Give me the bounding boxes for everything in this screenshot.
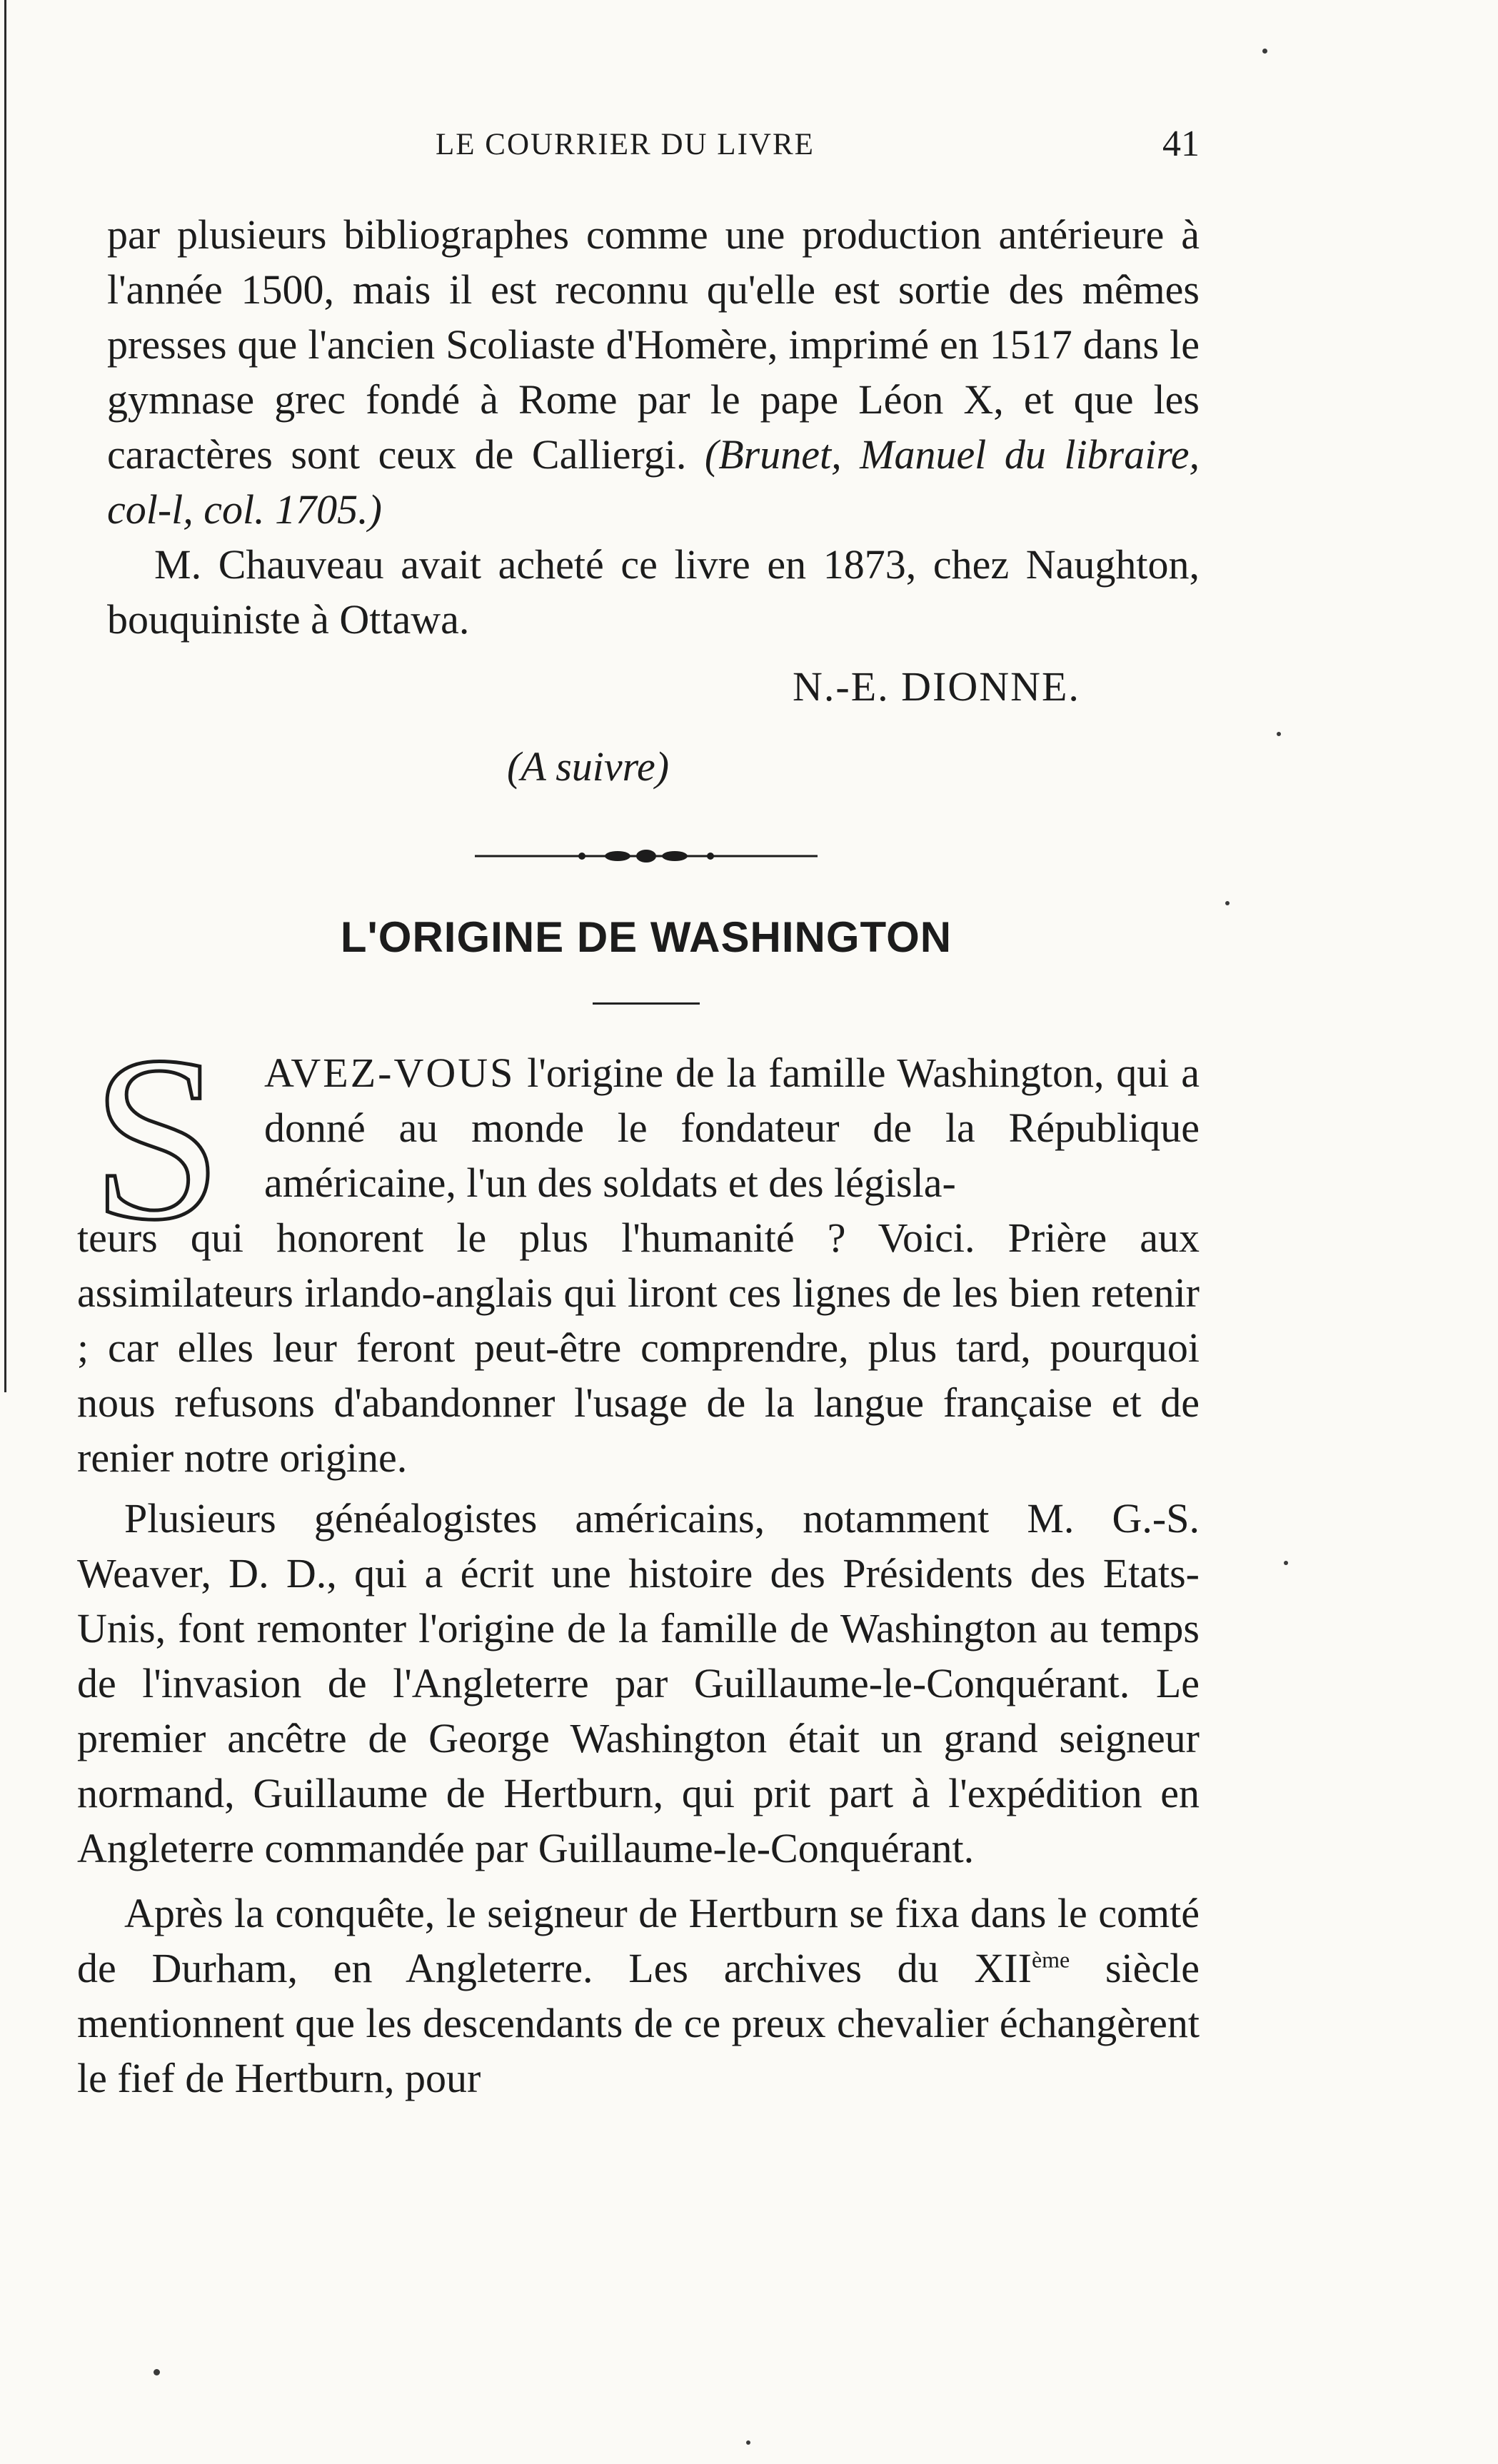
- previous-article-closing-paragraph: M. Chauveau avait acheté ce livre en 1873, chez Naughton, bouquiniste à Ottawa.: [107, 541, 1200, 643]
- article-title: L'ORIGINE DE WASHINGTON: [340, 913, 952, 961]
- ink-speck: [1225, 901, 1230, 905]
- previous-article-paragraph: par plusieurs bibliographes comme une production antérieure à l'année 1500, mais il est reconnu qu'elle est sortie des mêmes presses que l'ancien Scoliaste d'Homère, imprimé en 1517 dans le gymnase grec fondé à Rome par le pape Léon X, et que les caractères sont ceux de Calliergi. (Brunet, Manuel du libraire, col-l, col. 1705.): [107, 211, 1200, 533]
- drop-cap: S: [91, 1008, 223, 1269]
- ink-speck: [1284, 1561, 1288, 1565]
- page-number: 41: [1162, 124, 1200, 164]
- ink-speck: [154, 2369, 160, 2375]
- ink-speck: [1262, 49, 1267, 54]
- article-paragraph-2: Plusieurs généalogistes américains, notamment M. G.-S. Weaver, D. D., qui a écrit une histoire des Présidents des Etats-Unis, font remonter l'origine de la famille de Washington au temps de l'invasion de l'Angleterre par Guillaume-le-Conquérant. Le premier ancêtre de George Washington était un grand seigneur normand, Guillaume de Hertburn, qui prit part à l'expédition en Angleterre commandée par Guillaume-le-Conquérant.: [77, 1495, 1200, 1871]
- ink-speck: [746, 2440, 750, 2445]
- page-header: [107, 124, 1200, 170]
- author-signature: N.-E. DIONNE.: [793, 663, 1080, 710]
- article-opening: [264, 1045, 1200, 1210]
- article-body: [77, 1210, 1200, 2106]
- to-be-continued: (A suivre): [507, 743, 670, 790]
- title-rule: [593, 1002, 700, 1005]
- article-paragraph-1: teurs qui honorent le plus l'humanité ? Voici. Prière aux assimilateurs irlando-anglais qui liront ces lignes de les bien retenir ; car elles leur feront peut-être comprendre, plus tard, pourquoi nous refusons d'abandonner l'usage de la langue française et de renier notre origine.: [77, 1215, 1200, 1481]
- ink-speck: [1277, 732, 1281, 736]
- article-paragraph-3: Après la conquête, le seigneur de Hertburn se fixa dans le comté de Durham, en Angleterre. Les archives du XIIème siècle mentionnent que les descendants de ce preux chevalier échangèrent le fief de Hertburn, pour: [77, 1890, 1200, 2101]
- article-opening-lines: AVEZ-VOUS l'origine de la famille Washington, qui a donné au monde le fondateur de la République américaine, l'un des soldats et des législa-: [264, 1050, 1200, 1206]
- section-divider-ornament: [475, 845, 818, 867]
- superscript: ème: [1031, 1946, 1070, 1973]
- running-head: LE COURRIER DU LIVRE: [436, 128, 815, 161]
- citation: (Brunet, Manuel du libraire, col-l, col. 1705.): [107, 431, 1200, 533]
- opening-smallcaps: AVEZ-VOUS: [264, 1050, 516, 1096]
- previous-article-text: [107, 207, 1200, 647]
- page-edge-rule: [4, 0, 6, 1392]
